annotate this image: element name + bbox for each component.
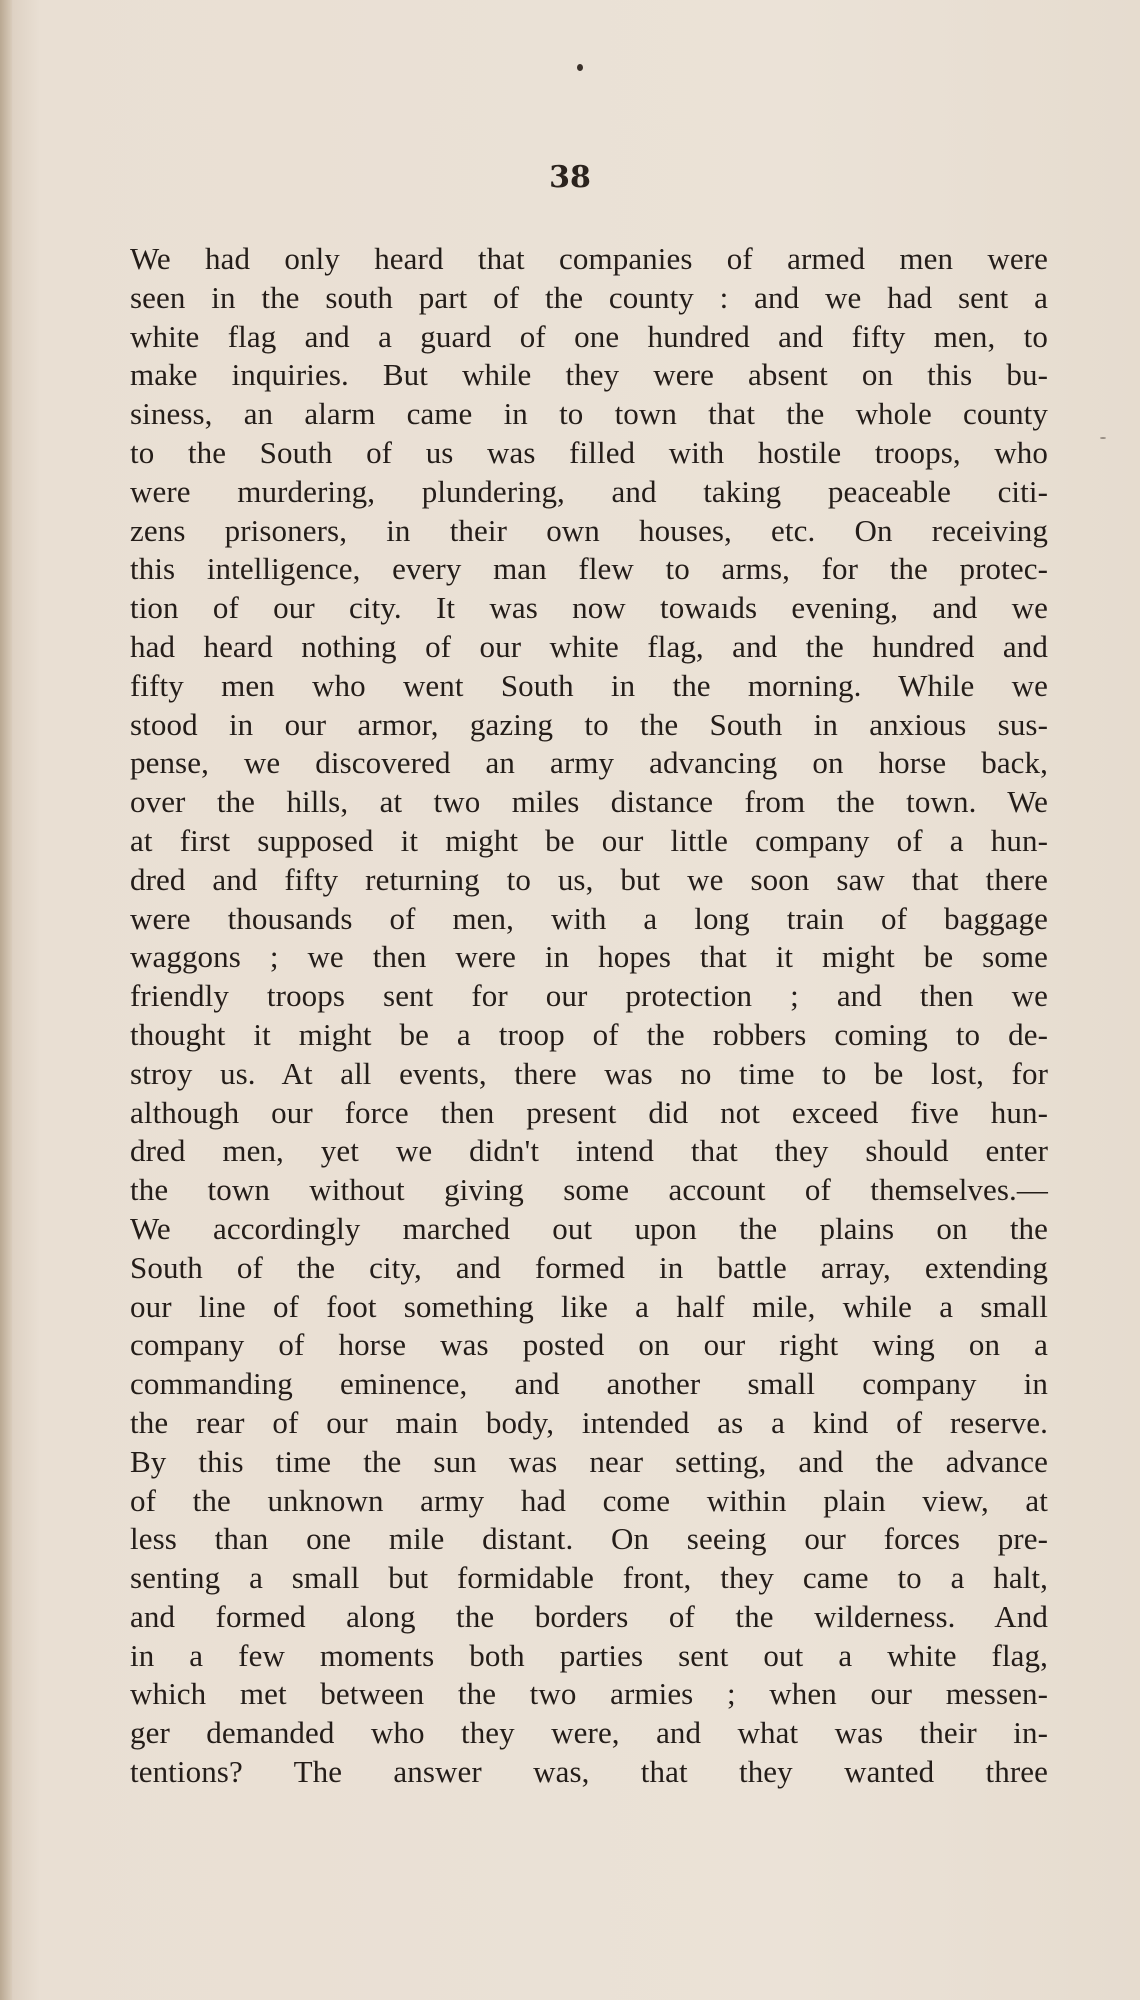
text-line: although our force then present did not exceed five hun- <box>130 1094 1048 1130</box>
text-line: By this time the sun was near setting, and the advance <box>130 1443 1048 1479</box>
text-line: which met between the two armies ; when our messen- <box>130 1676 1048 1712</box>
text-line: stroy us. At all events, there was no time to be lost, for <box>130 1055 1048 1091</box>
text-line: stood in our armor, gazing to the South in anxious sus- <box>130 706 1048 742</box>
text-line: white flag and a guard of one hundred and fifty men, to <box>130 318 1048 354</box>
text-line: fifty men who went South in the morning. While we <box>130 667 1048 703</box>
text-line: and formed along the borders of the wilderness. And <box>130 1598 1048 1634</box>
text-line: our line of foot something like a half mile, while a small <box>130 1288 1048 1324</box>
text-line: ger demanded who they were, and what was their in- <box>130 1715 1048 1751</box>
text-line: company of horse was posted on our right wing on a <box>130 1327 1048 1363</box>
text-line: zens prisoners, in their own houses, etc. On receiving <box>130 512 1048 548</box>
page-binding-edge <box>0 0 12 2000</box>
text-line: waggons ; we then were in hopes that it might be some <box>130 939 1048 975</box>
text-line: the rear of our main body, intended as a kind of reserve. <box>130 1404 1048 1440</box>
text-line: dred men, yet we didn't intend that they should enter <box>130 1133 1048 1169</box>
body-text <box>130 240 1048 1792</box>
text-line: tion of our city. It was now towaıds evening, and we <box>130 590 1048 626</box>
ink-speck <box>1100 437 1106 439</box>
text-line: to the South of us was filled with hostile troops, who <box>130 434 1048 470</box>
text-line: We accordingly marched out upon the plains on the <box>130 1210 1048 1246</box>
text-line: were thousands of men, with a long train of baggage <box>130 900 1048 936</box>
text-line: were murdering, plundering, and taking peaceable citi- <box>130 473 1048 509</box>
text-line: We had only heard that companies of armed men were <box>130 241 1048 276</box>
ink-speck <box>577 64 583 71</box>
text-line: dred and fifty returning to us, but we soon saw that there <box>130 861 1048 897</box>
text-line: had heard nothing of our white flag, and the hundred and <box>130 628 1048 664</box>
text-line: of the unknown army had come within plain view, at <box>130 1482 1048 1518</box>
text-line: friendly troops sent for our protection ; and then we <box>130 978 1048 1014</box>
text-line: South of the city, and formed in battle array, extending <box>130 1249 1048 1285</box>
text-line: pense, we discovered an army advancing on horse back, <box>130 745 1048 781</box>
text-line: at first supposed it might be our little company of a hun- <box>130 822 1048 858</box>
text-line: over the hills, at two miles distance from the town. We <box>130 784 1048 820</box>
text-line: thought it might be a troop of the robbers coming to de- <box>130 1016 1048 1052</box>
text-line: siness, an alarm came in to town that the whole county <box>130 396 1048 432</box>
text-line: commanding eminence, and another small company in <box>130 1366 1048 1402</box>
text-line: make inquiries. But while they were absent on this bu- <box>130 357 1048 393</box>
text-line: this intelligence, every man flew to arms, for the protec- <box>130 551 1048 587</box>
text-line: tentions? The answer was, that they wanted three <box>130 1754 1048 1790</box>
text-line: in a few moments both parties sent out a white flag, <box>130 1637 1048 1673</box>
text-line: seen in the south part of the county : and we had sent a <box>130 279 1048 315</box>
text-line: the town without giving some account of themselves.— <box>130 1172 1048 1208</box>
text-line: senting a small but formidable front, they came to a halt, <box>130 1560 1048 1596</box>
page-number: 38 <box>549 160 591 195</box>
text-line: less than one mile distant. On seeing our forces pre- <box>130 1521 1048 1557</box>
